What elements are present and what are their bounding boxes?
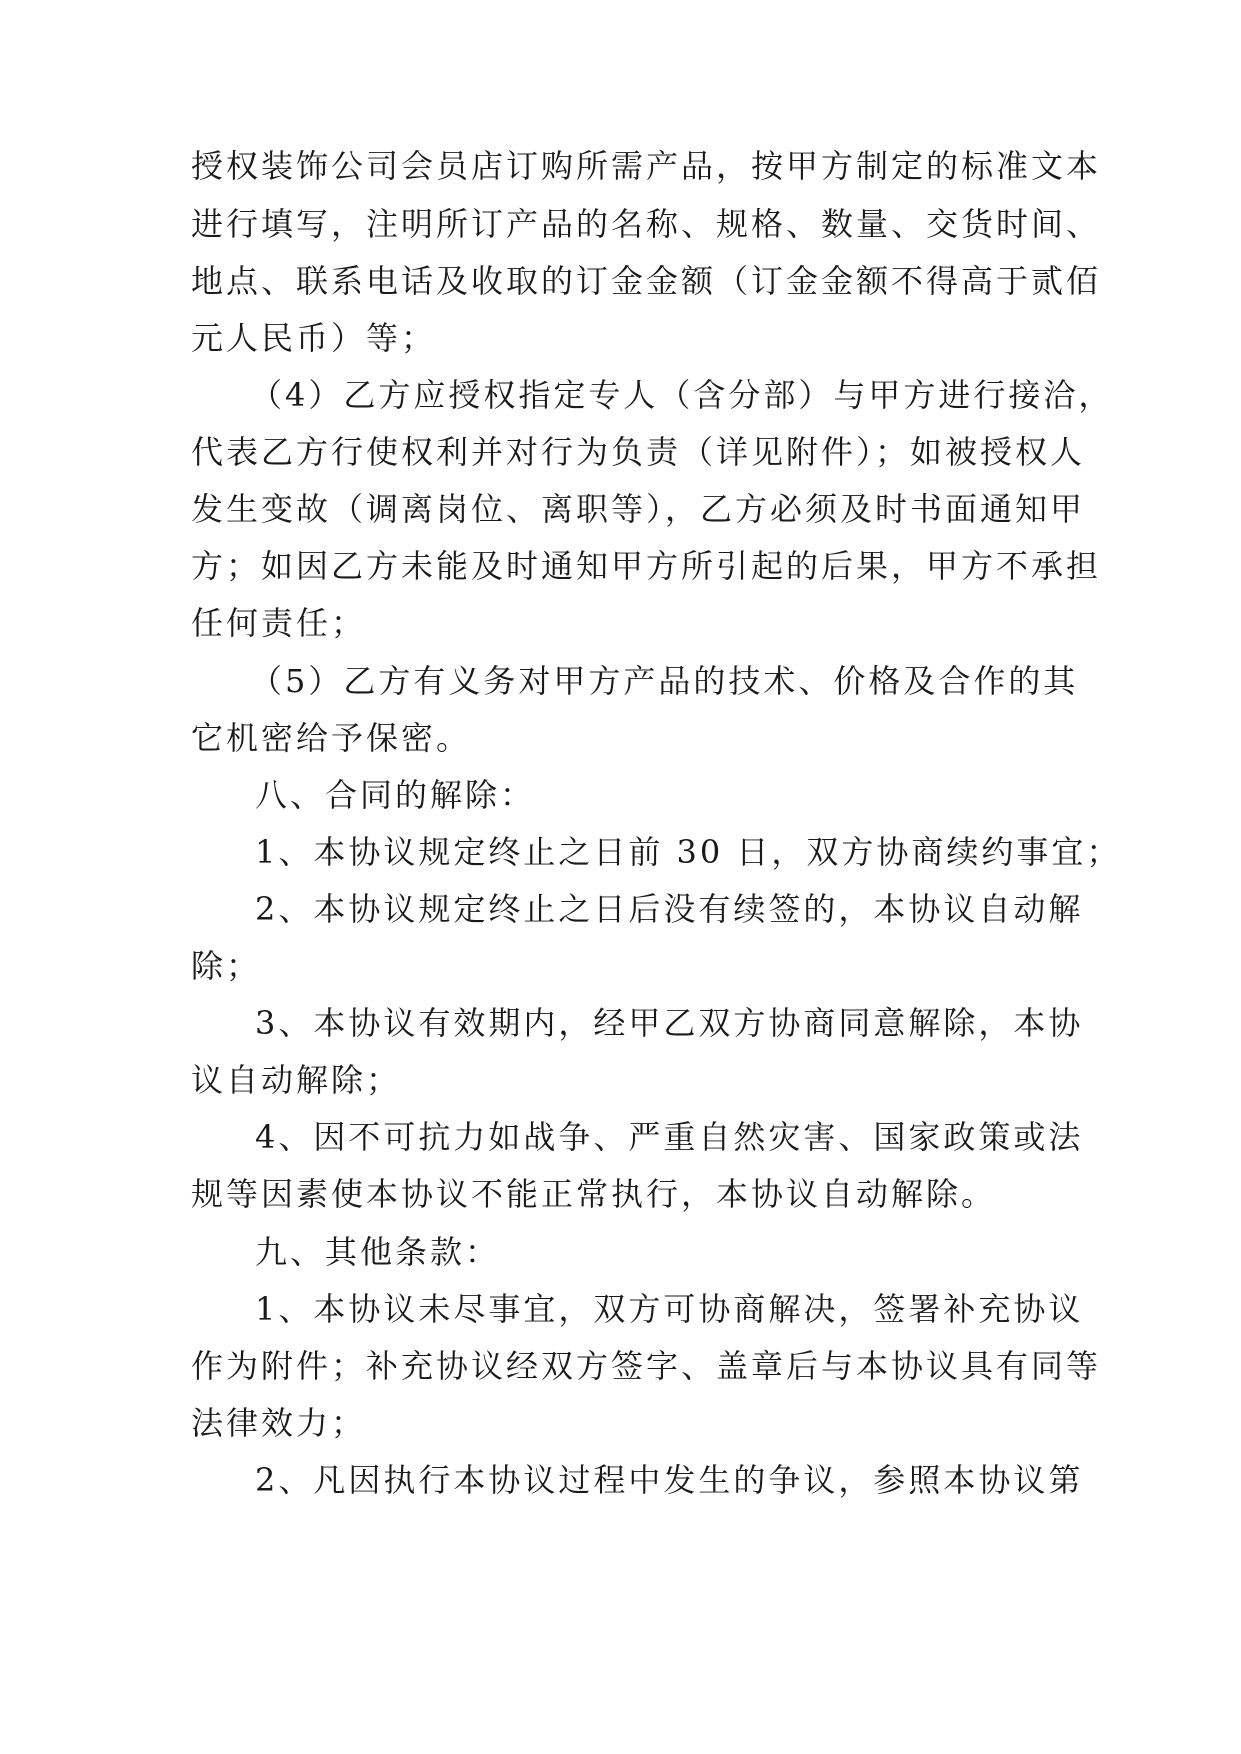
text-line: 发生变故（调离岗位、离职等），乙方必须及时书面通知甲 [191, 490, 1086, 528]
text-line: 3、本协议有效期内，经甲乙双方协商同意解除，本协 [255, 1004, 1084, 1042]
section-heading: 九、其他条款： [255, 1233, 501, 1271]
text-line: 代表乙方行使权利并对行为负责（详见附件）；如被授权人 [191, 433, 1086, 471]
section-heading: 八、合同的解除： [255, 776, 536, 814]
text-line: 元人民币）等； [191, 319, 437, 357]
text-line: 地点、联系电话及收取的订金金额（订金金额不得高于贰佰 [191, 262, 1102, 300]
text-line: 除； [191, 947, 262, 985]
text-line: 议自动解除； [191, 1061, 402, 1099]
text-line: 方；如因乙方未能及时通知甲方所引起的后果，甲方不承担 [191, 547, 1102, 585]
text-line: 它机密给予保密。 [191, 719, 472, 757]
text-line: 规等因素使本协议不能正常执行，本协议自动解除。 [191, 1175, 997, 1213]
text-line: （4）乙方应授权指定专人（含分部）与甲方进行接洽， [250, 376, 1114, 414]
text-line: 4、因不可抗力如战争、严重自然灾害、国家政策或法 [255, 1118, 1084, 1156]
text-line: 法律效力； [191, 1404, 367, 1442]
text-line: 2、凡因执行本协议过程中发生的争议，参照本协议第 [255, 1461, 1084, 1499]
text-line: 任何责任； [191, 604, 367, 642]
text-line: 授权装饰公司会员店订购所需产品，按甲方制定的标准文本 [191, 147, 1102, 185]
text-line: （5）乙方有义务对甲方产品的技术、价格及合作的其 [250, 662, 1079, 700]
text-line: 进行填写，注明所订产品的名称、规格、数量、交货时间、 [191, 205, 1102, 243]
text-line: 1、本协议规定终止之日前 30 日，双方协商续约事宜； [255, 833, 1122, 871]
text-line: 作为附件；补充协议经双方签字、盖章后与本协议具有同等 [191, 1347, 1102, 1385]
text-line: 2、本协议规定终止之日后没有续签的，本协议自动解 [255, 890, 1084, 928]
text-line: 1、本协议未尽事宜，双方可协商解决，签署补充协议 [255, 1290, 1084, 1328]
